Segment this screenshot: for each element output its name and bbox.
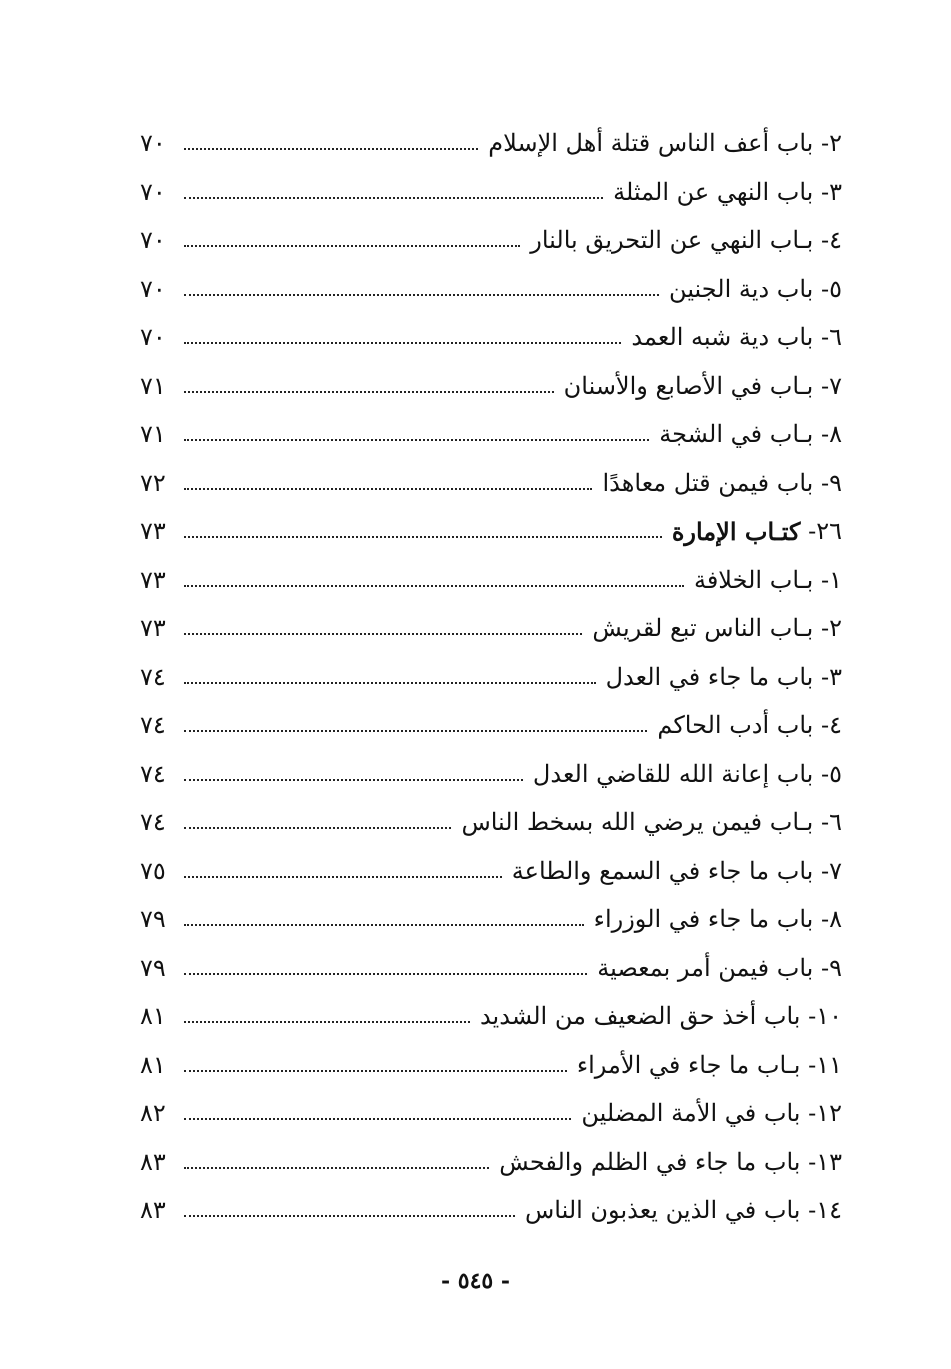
dot-leader <box>184 342 621 344</box>
toc-spacer <box>813 275 821 303</box>
dot-leader <box>184 197 603 199</box>
dot-leader <box>184 827 451 829</box>
dot-leader <box>184 876 502 878</box>
toc-entry-page: ٧٣ <box>140 565 166 594</box>
toc-entry <box>140 992 842 1041</box>
toc-spacer <box>813 614 821 642</box>
toc-spacer <box>800 1002 808 1030</box>
toc-entry-title: باب إعانة الله للقاضي العدل <box>532 759 814 788</box>
dot-leader <box>184 779 523 781</box>
toc-entry-number: ٨- <box>821 905 842 934</box>
dot-leader <box>184 1070 567 1072</box>
toc-entry-number: ٥- <box>821 274 842 303</box>
toc-entry <box>140 168 842 217</box>
toc-entry-number: ٢- <box>821 614 842 643</box>
toc-entry-title: بـاب الناس تبع لقريش <box>592 614 814 643</box>
dot-leader <box>184 391 554 393</box>
toc-entry-title: باب أدب الحاكم <box>657 711 814 740</box>
dot-leader <box>184 1215 515 1217</box>
dot-leader <box>184 730 647 732</box>
toc-entry <box>140 1138 842 1187</box>
toc-entry-title: باب في الذين يعذبون الناس <box>524 1196 801 1225</box>
toc-entry-number: ١٤- <box>808 1196 842 1225</box>
toc-spacer <box>813 808 821 836</box>
toc-entry-page: ٧٠ <box>140 274 166 303</box>
page-number-footer: - ٥٤٥ - <box>440 1268 511 1294</box>
toc-entry-number: ٣- <box>821 177 842 206</box>
toc-entry-page: ٨١ <box>140 1050 166 1079</box>
toc-entry <box>140 265 842 314</box>
toc-entry-page: ٧٢ <box>140 468 166 497</box>
toc-entry-page: ٧٠ <box>140 177 166 206</box>
dot-leader <box>184 585 684 587</box>
dot-leader <box>184 1167 489 1169</box>
toc-spacer <box>813 857 821 885</box>
toc-entry-title: باب فيمن قتل معاهدًا <box>602 468 814 497</box>
toc-entry-title: بـاب في الشجة <box>659 420 814 449</box>
toc-entry <box>140 701 842 750</box>
toc-entry-number: ٦- <box>821 808 842 837</box>
toc-entry-page: ٧٠ <box>140 323 166 352</box>
toc-entry <box>140 362 842 411</box>
toc-spacer <box>813 372 821 400</box>
toc-entry <box>140 944 842 993</box>
dot-leader <box>184 439 649 441</box>
toc-entry-title: باب ما جاء في العدل <box>605 662 814 691</box>
toc-entry <box>140 653 842 702</box>
dot-leader <box>184 536 662 538</box>
toc-entry-page: ٧٤ <box>140 808 166 837</box>
toc-spacer <box>813 905 821 933</box>
toc-entry-title: باب ما جاء في السمع والطاعة <box>511 856 814 885</box>
toc-entry-page: ٧١ <box>140 371 166 400</box>
toc-entry-title: باب دية شبه العمد <box>631 323 814 352</box>
toc-entry-number: ٧- <box>821 856 842 885</box>
toc-spacer <box>813 566 821 594</box>
toc-entry-page: ٧٣ <box>140 517 166 546</box>
toc-entry-title: بـاب النهي عن التحريق بالنار <box>530 226 814 255</box>
dot-leader <box>184 294 659 296</box>
toc-entry <box>140 313 842 362</box>
toc-spacer <box>813 663 821 691</box>
toc-entry <box>140 750 842 799</box>
toc-entry-number: ١- <box>821 565 842 594</box>
toc-entry-page: ٧٩ <box>140 953 166 982</box>
toc-spacer <box>800 1196 808 1224</box>
dot-leader <box>184 682 596 684</box>
toc-spacer <box>813 226 821 254</box>
toc-entry <box>140 459 842 508</box>
toc-spacer <box>800 1148 808 1176</box>
toc-entry-title: باب دية الجنين <box>669 274 814 303</box>
toc-entry <box>140 1041 842 1090</box>
toc-spacer <box>813 760 821 788</box>
toc-entry-number: ٥- <box>821 759 842 788</box>
toc-entry-number: ١١- <box>808 1050 842 1079</box>
toc-entry-number: ٣- <box>821 662 842 691</box>
toc-entry <box>140 1089 842 1138</box>
dot-leader <box>184 1118 571 1120</box>
toc-entry-title: باب النهي عن المثلة <box>613 177 814 206</box>
toc-entry <box>140 798 842 847</box>
toc-entry-page: ٧١ <box>140 420 166 449</box>
toc-entry <box>140 410 842 459</box>
dot-leader <box>184 924 584 926</box>
toc-entry-page: ٨٣ <box>140 1147 166 1176</box>
toc-entry-title: بـاب ما جاء في الأمراء <box>576 1050 801 1079</box>
toc-spacer <box>813 420 821 448</box>
toc-entry-number: ١٢- <box>808 1099 842 1128</box>
toc-entry-number: ٩- <box>821 953 842 982</box>
toc-entry <box>140 216 842 265</box>
toc-spacer <box>813 323 821 351</box>
toc-entry-page: ٧٥ <box>140 856 166 885</box>
table-of-contents <box>140 119 842 1235</box>
toc-entry <box>140 847 842 896</box>
toc-spacer <box>813 129 821 157</box>
toc-entry-number: ٩- <box>821 468 842 497</box>
toc-spacer <box>813 711 821 739</box>
dot-leader <box>184 148 478 150</box>
dot-leader <box>184 245 520 247</box>
toc-entry-page: ٧٠ <box>140 129 166 158</box>
toc-entry-number: ٦- <box>821 323 842 352</box>
toc-entry-title: باب فيمن أمر بمعصية <box>597 953 814 982</box>
toc-entry-title: باب ما جاء في الوزراء <box>593 905 814 934</box>
toc-entry-title: باب في الأمة المضلين <box>581 1099 801 1128</box>
toc-entry-number: ١٣- <box>808 1147 842 1176</box>
toc-entry <box>140 895 842 944</box>
toc-entry-title: باب ما جاء في الظلم والفحش <box>499 1147 801 1176</box>
toc-entry-number: ٧- <box>821 371 842 400</box>
toc-entry <box>140 119 842 168</box>
toc-entry-page: ٧٤ <box>140 759 166 788</box>
toc-entry-page: ٧٩ <box>140 905 166 934</box>
toc-entry-number: ١٠- <box>808 1002 842 1031</box>
toc-entry <box>140 556 842 605</box>
toc-entry-number: ٤- <box>821 226 842 255</box>
toc-entry-page: ٧٤ <box>140 662 166 691</box>
toc-entry-title: بـاب في الأصابع والأسنان <box>563 371 814 400</box>
toc-spacer <box>800 517 808 545</box>
toc-entry-page: ٧٠ <box>140 226 166 255</box>
toc-entry <box>140 507 842 556</box>
toc-spacer <box>800 1051 808 1079</box>
toc-entry-title: باب أعف الناس قتلة أهل الإسلام <box>488 129 814 158</box>
toc-entry-number: ٢٦- <box>808 517 842 546</box>
toc-entry-title: باب أخذ حق الضعيف من الشديد <box>479 1002 801 1031</box>
toc-entry-number: ٢- <box>821 129 842 158</box>
toc-entry-page: ٧٣ <box>140 614 166 643</box>
toc-spacer <box>813 954 821 982</box>
toc-entry-number: ٤- <box>821 711 842 740</box>
toc-entry-title: كتـاب الإمارة <box>671 516 801 546</box>
toc-spacer <box>813 469 821 497</box>
dot-leader <box>184 488 592 490</box>
toc-entry-page: ٨١ <box>140 1002 166 1031</box>
toc-spacer <box>800 1099 808 1127</box>
toc-spacer <box>813 178 821 206</box>
toc-entry-page: ٨٣ <box>140 1196 166 1225</box>
toc-entry <box>140 1186 842 1235</box>
toc-entry-page: ٧٤ <box>140 711 166 740</box>
toc-entry <box>140 604 842 653</box>
toc-entry-page: ٨٢ <box>140 1099 166 1128</box>
toc-entry-number: ٨- <box>821 420 842 449</box>
dot-leader <box>184 633 582 635</box>
dot-leader <box>184 973 587 975</box>
toc-entry-title: بـاب فيمن يرضي الله بسخط الناس <box>461 808 814 837</box>
toc-entry-title: بـاب الخلافة <box>693 565 814 594</box>
dot-leader <box>184 1021 470 1023</box>
